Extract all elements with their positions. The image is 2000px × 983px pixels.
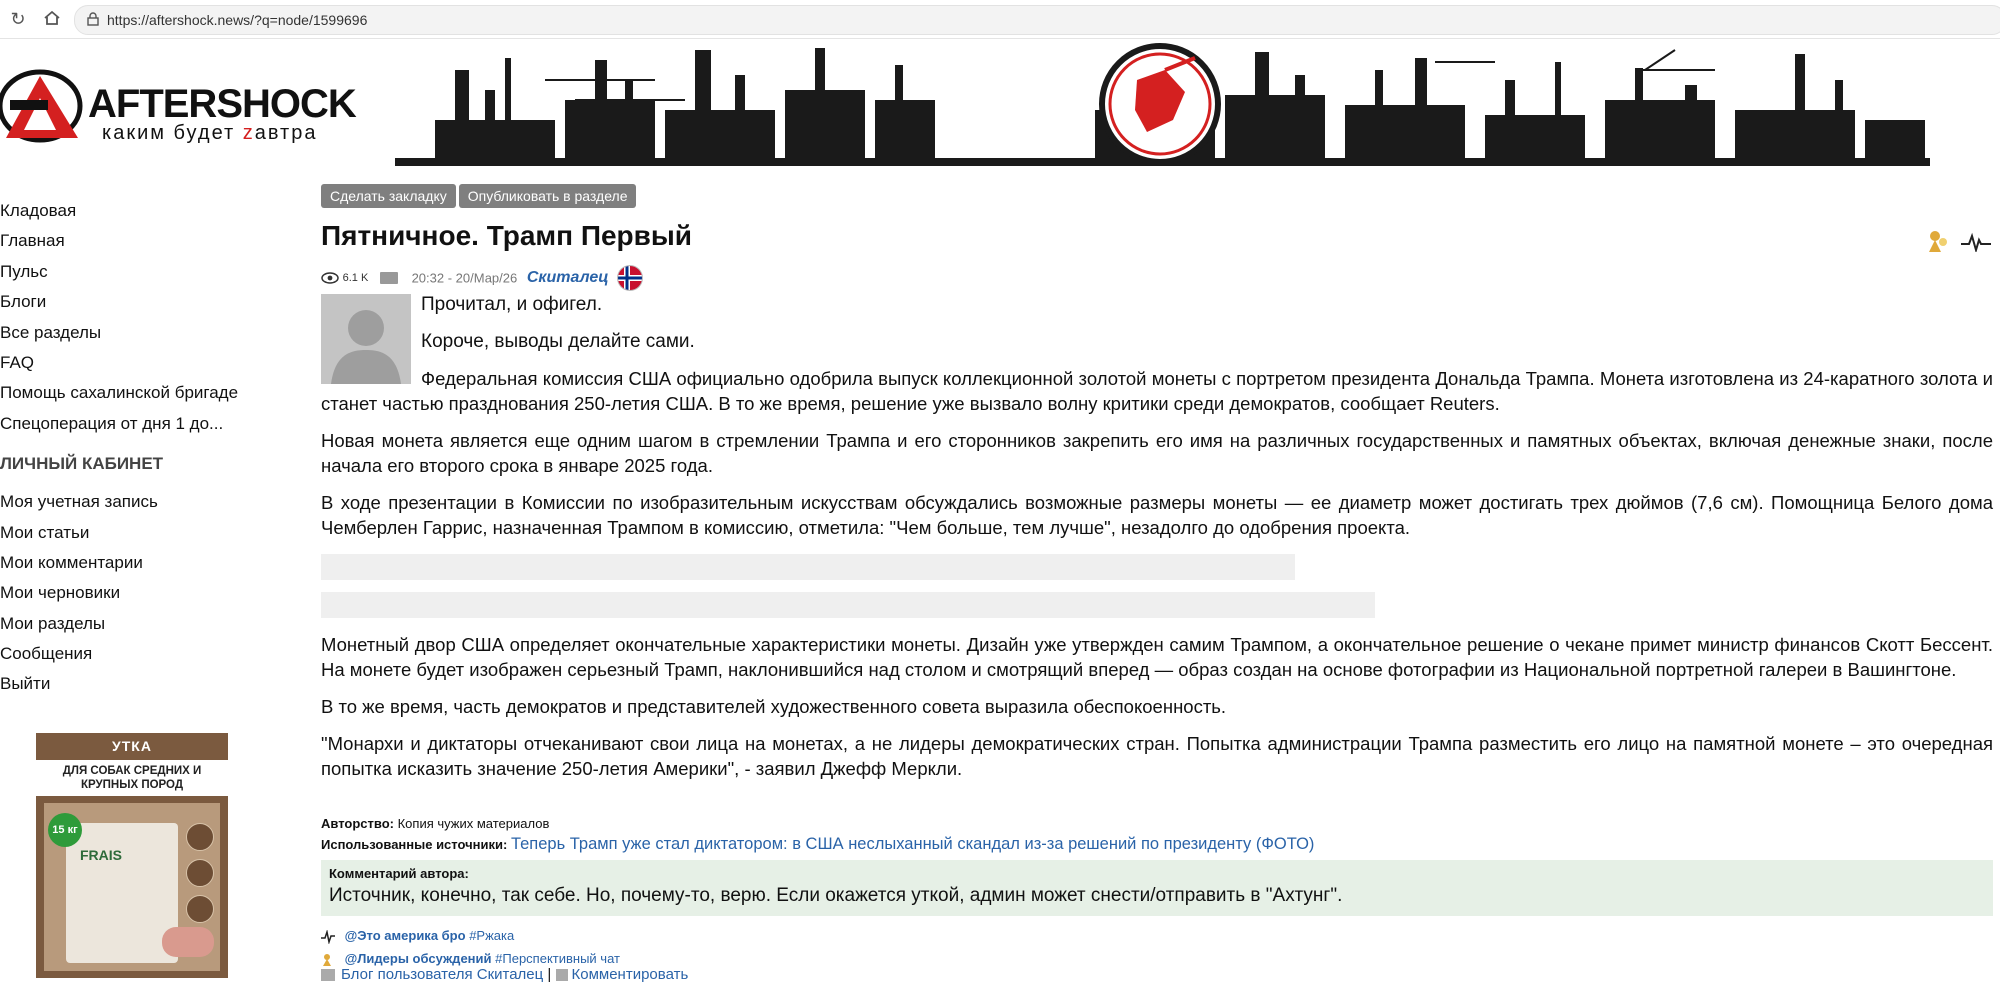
embed-placeholder [321,592,1375,618]
article-footer-links [321,966,688,983]
publish-in-section-button[interactable]: Опубликовать в разделе [459,184,637,208]
views-eye-icon [321,272,339,284]
pulse-icon[interactable] [1961,232,1991,252]
site-logo[interactable] [0,68,356,148]
user-blog-link[interactable]: Блог пользователя Скиталец [341,966,544,983]
article-meta [321,264,644,286]
sidebar-item-my-sections[interactable]: Мои разделы [0,613,106,633]
author-comment-box [321,860,1993,916]
blog-icon [321,969,335,981]
article-tags [321,924,620,970]
source-link[interactable]: Теперь Трамп уже стал диктатором: в США неслыханный скандал из-за решений по президенту (ФОТО) [510,835,1315,853]
article-paragraph: Монетный двор США определяет окончательные характеристики монеты. Дизайн уже утвержден самим Трампом, а окончательное решение о чекане примет министр финансов Скотт Бессент. На монете будет изображен серьезный Трамп, наклонившийся над столом и смотрящий вперед — образ создан на основе фотографии из Национальной портретной галереи в Вашингтоне. [321,634,1993,680]
article-date: 20:32 - 20/Мар/26 [411,270,518,286]
author-comment-label: Комментарий автора: [329,866,469,881]
authorship-line: Авторство: Копия чужих материалов [321,816,550,831]
tag-group-link[interactable]: @Лидеры обсуждений [344,951,492,966]
ad-brand: УТКА [112,738,152,754]
ad-product-name: FRAIS [80,847,122,863]
tag-link[interactable]: #Перспективный чат [495,951,620,966]
cabinet-heading: ЛИЧНЫЙ КАБИНЕТ [0,454,164,474]
author-comment-text: Источник, конечно, так себе. Но, почему-то, верю. Если окажется уткой, админ может снести/отправить в "Ахтунг". [329,885,1343,906]
article-paragraph: Новая монета является еще одним шагом в стремлении Трампа и его сторонников закрепить его имя на различных государственных и памятных объектах, включая денежные знаки, после начала его второго срока в январе 2025 года. [321,430,1993,476]
header-banner-image [395,40,1930,166]
sidebar-item-faq[interactable]: FAQ [0,352,35,372]
sidebar-item-my-drafts[interactable]: Мои черновики [0,583,121,603]
author-avatar[interactable] [321,294,411,384]
tag-group-link[interactable]: @Это америка бро [344,928,466,943]
ad-product-image [44,803,220,971]
main-content [321,184,1993,983]
article-body [321,292,1993,793]
logo-wordmark: AFTERSHOCK [88,82,356,126]
ad-meat-image [162,927,214,957]
sidebar-item-my-comments[interactable]: Мои комментарии [0,552,143,572]
tag-line [321,924,620,947]
author-link[interactable]: Скиталец [526,269,609,286]
sources-line: Использованные источники: Теперь Трамп уже стал диктатором: в США неслыханный скандал из-за решений по президенту (ФОТО) [321,835,1315,853]
embed-placeholder [321,554,1295,580]
article-paragraph: В то же время, часть демократов и представителей художественного совета выразила обеспокоенность. [321,696,1227,717]
comment-icon [556,969,568,981]
title-actions [1923,228,1993,254]
leaders-icon [321,953,335,967]
sidebar-item-logout[interactable]: Выйти [0,674,51,694]
bookmark-button[interactable]: Сделать закладку [321,184,456,208]
sidebar [0,196,300,700]
sidebar-item-all-sections[interactable]: Все разделы [0,322,102,342]
sidebar-ad-banner[interactable] [36,733,228,978]
sidebar-item-storage[interactable]: Кладовая [0,201,77,220]
sidebar-item-special-operation[interactable]: Спецоперация от дня 1 до... [0,413,224,433]
leaders-icon[interactable] [1923,228,1951,254]
avatar-silhouette-icon [321,294,411,384]
sidebar-item-my-articles[interactable]: Мои статьи [0,522,90,542]
tag-link[interactable]: #Ржака [469,928,515,943]
article-paragraph: Федеральная комиссия США официально одобрила выпуск коллекционной золотой монеты с портретом президента Дональда Трампа. Монета изготовлена из 24-каратного золота и станет частью празднования 250-летия США. В то же время, решение уже вызвало волну критики среди демократов, сообщает Reuters. [321,368,1993,414]
card-icon [380,272,398,284]
norway-flag-icon [616,264,644,292]
views-count: 6.1 K [342,272,369,284]
browser-toolbar [0,0,2000,39]
article-paragraph: Прочитал, и офигел. [421,294,603,315]
address-bar[interactable] [74,5,2000,35]
url-text: https://aftershock.news/?q=node/1599696 [107,12,368,28]
reload-icon[interactable]: ↻ [10,9,26,29]
sidebar-item-pulse[interactable]: Пульс [0,261,48,281]
link-separator: | [547,966,552,983]
ad-weight-badge: 15 кг [48,813,82,847]
logo-tagline: каким будет zавтра [102,122,318,144]
article-paragraph: "Монархи и диктаторы отчеканивают свои лица на монетах, а не лидеры демократических стран. Попытка администрации Трампа разместить его лицо на памятной монете – это очередная попытка исказить значение 250-летия Америки", - заявил Джефф Меркли. [321,733,1993,779]
sidebar-item-sakhalin-help[interactable]: Помощь сахалинской бригаде [0,383,239,403]
logo-mark-icon [0,68,88,148]
sidebar-item-my-account[interactable]: Моя учетная запись [0,492,158,512]
article-paragraph: Короче, выводы делайте сами. [421,331,695,352]
sidebar-item-home[interactable]: Главная [0,231,65,251]
article-title: Пятничное. Трамп Первый [321,220,692,251]
sidebar-item-messages[interactable]: Сообщения [0,644,93,664]
lock-icon [87,12,99,26]
home-icon[interactable] [42,9,62,29]
article-credits [321,814,1314,855]
ad-subtitle: ДЛЯ СОБАК СРЕДНИХ И КРУПНЫХ ПОРОД [36,760,228,796]
pulse-icon [321,930,335,944]
sidebar-item-blogs[interactable]: Блоги [0,292,47,312]
article-paragraph: В ходе презентации в Комиссии по изобразительным искусствам обсуждались возможные размеры монеты — ее диаметр может достигать трех дюймов (7,6 см). Помощница Белого дома Чемберлен Гаррис, назначенная Трампом в комиссию, отметила: "Чем больше, тем лучше", незадолго до одобрения проекта. [321,492,1993,538]
comment-link[interactable]: Комментировать [571,966,689,983]
